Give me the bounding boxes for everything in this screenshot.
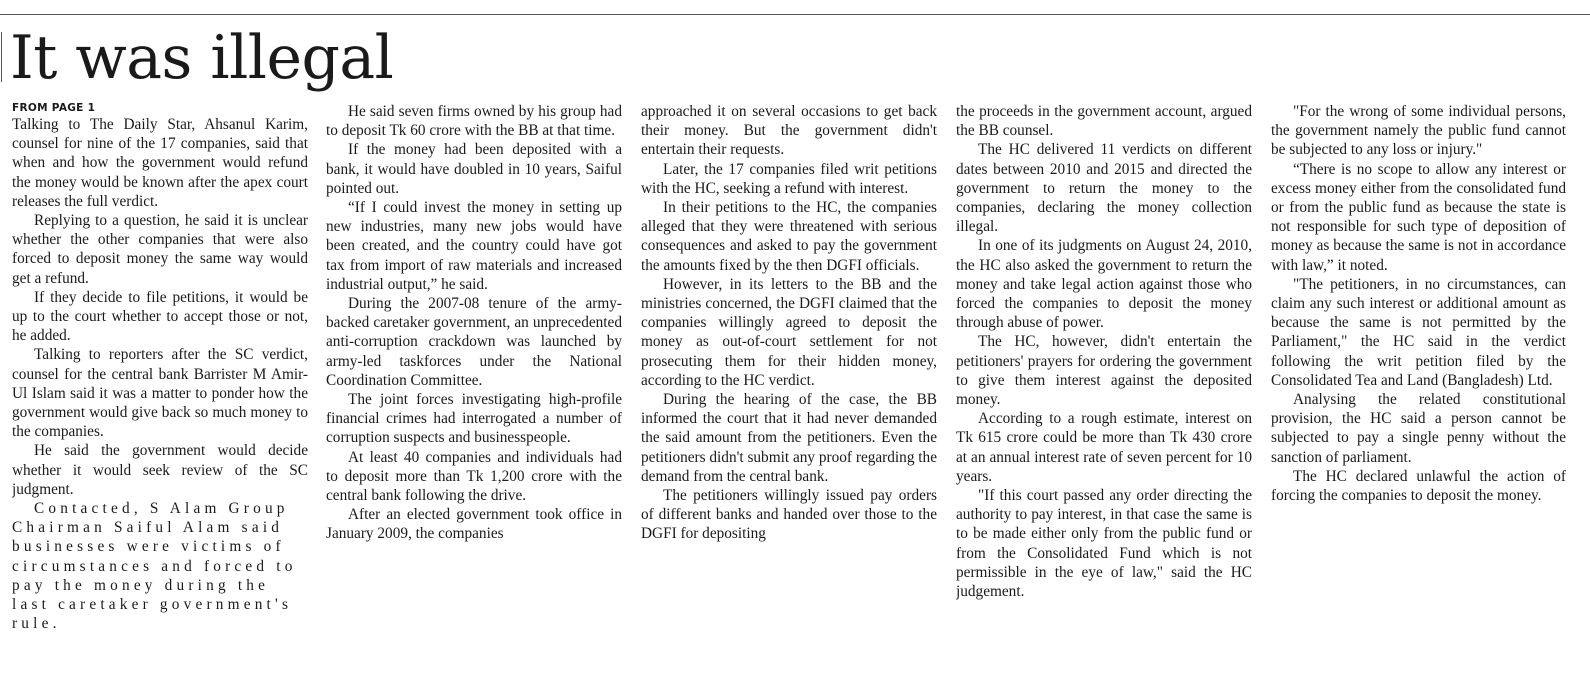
paragraph: "The petitioners, in no circumstances, can claim any such interest or additional amount as because the same is not permitted by the Parliament," the HC said in the verdict following the writ petition filed by the Consolidated Tea and Land (Bangladesh) Ltd. bbox=[1271, 275, 1566, 389]
paragraph: He said the government would decide whether it would seek review of the SC judgment. bbox=[12, 442, 308, 498]
paragraph: “If I could invest the money in setting up new industries, many new jobs would have been created, and the country could have got tax from import of raw materials and increased industrial output,” he said. bbox=[326, 199, 622, 293]
left-rule bbox=[1, 32, 2, 82]
article-column-5 bbox=[1271, 102, 1566, 676]
paragraph: If they decide to file petitions, it would be up to the court whether to accept those or not, he added. bbox=[12, 288, 308, 345]
paragraph: The joint forces investigating high-profile financial crimes had interrogated a number of corruption suspects and businesspeople. bbox=[326, 391, 622, 447]
article-column-4 bbox=[956, 102, 1252, 676]
paragraph: In one of its judgments on August 24, 2010, the HC also asked the government to return the money and take legal action against those who forced the companies to deposit the money through abuse of power. bbox=[956, 237, 1252, 332]
paragraph: The petitioners willingly issued pay orders of different banks and handed over those to the DGFI for depositing bbox=[641, 487, 937, 543]
top-rule bbox=[0, 14, 1590, 15]
paragraph: During the hearing of the case, the BB informed the court that it had never demanded the said amount from the petitioners. Even the petitioners didn't submit any proof regarding the demand from the central bank. bbox=[641, 391, 937, 485]
paragraph: Later, the 17 companies filed writ petitions with the HC, seeking a refund with interest. bbox=[641, 160, 937, 197]
paragraph: The HC delivered 11 verdicts on different dates between 2010 and 2015 and directed the government to return the money to the companies, declaring the money collection illegal. bbox=[956, 141, 1252, 236]
paragraph: Analysing the related constitutional provision, the HC said a person cannot be subjected to pay a single penny without the sanction of parliament. bbox=[1271, 391, 1566, 466]
paragraph: In their petitions to the HC, the companies alleged that they were threatened with serious consequences and asked to pay the government the amounts fixed by the then DGFI officials. bbox=[641, 199, 937, 274]
paragraph: Talking to The Daily Star, Ahsanul Karim, counsel for nine of the 17 companies, said that when and how the government would refund the money would be known after the apex court releases the full verdict. bbox=[12, 116, 308, 210]
paragraph: approached it on several occasions to get back their money. But the government didn't entertain their requests. bbox=[641, 103, 937, 159]
from-page-label: FROM PAGE 1 bbox=[12, 102, 96, 114]
paragraph: Replying to a question, he said it is unclear whether the other companies that were also forced to deposit money the same way would get a refund. bbox=[12, 212, 308, 287]
paragraph: If the money had been deposited with a bank, it would have doubled in 10 years, Saiful pointed out. bbox=[326, 141, 622, 197]
paragraph: During the 2007-08 tenure of the army-backed caretaker government, an unprecedented anti-corruption crackdown was launched by army-led taskforces under the National Coordination Committee. bbox=[326, 295, 622, 389]
paragraph: However, in its letters to the BB and the ministries concerned, the DGFI claimed that the companies willingly agreed to deposit the money as out-of-court settlement for not prosecuting them for their hidden money, according to the HC verdict. bbox=[641, 275, 937, 389]
article-column-3 bbox=[641, 102, 937, 676]
paragraph: According to a rough estimate, interest on Tk 615 crore could be more than Tk 430 crore at an annual interest rate of seven percent for 10 years. bbox=[956, 410, 1252, 485]
paragraph: He said seven firms owned by his group had to deposit Tk 60 crore with the BB at that time. bbox=[326, 103, 622, 140]
paragraph: Contacted, S Alam Group Chairman Saiful Alam said businesses were victims of circumstances and forced to pay the money during the last caretaker government's rule. bbox=[12, 500, 297, 633]
paragraph: "If this court passed any order directing the authority to pay interest, in that case the same is to be made either only from the public fund or from the Consolidated Fund which is not permissible in the eye of law," said the HC judgement. bbox=[956, 487, 1252, 601]
article-column-1 bbox=[12, 101, 308, 675]
paragraph: "For the wrong of some individual persons, the government namely the public fund cannot be subjected to any loss or injury." bbox=[1271, 103, 1566, 159]
paragraph: “There is no scope to allow any interest or excess money either from the consolidated fund or from the public fund as because the state is not responsible for such type of deposition of money as because the same is not in accordance with law,” it noted. bbox=[1271, 160, 1566, 274]
paragraph: Talking to reporters after the SC verdict, counsel for the central bank Barrister M Amir-Ul Islam said it was a matter to ponder how the government would give back so much money to the companies. bbox=[12, 346, 308, 441]
headline: It was illegal bbox=[10, 23, 394, 93]
paragraph: The HC, however, didn't entertain the petitioners' prayers for ordering the government to give them interest against the deposited money. bbox=[956, 333, 1252, 409]
paragraph: After an elected government took office in January 2009, the companies bbox=[326, 506, 622, 543]
paragraph: At least 40 companies and individuals had to deposit more than Tk 1,200 crore with the central bank following the drive. bbox=[326, 448, 622, 505]
article-column-2 bbox=[326, 102, 622, 676]
paragraph: the proceeds in the government account, argued the BB counsel. bbox=[956, 103, 1252, 140]
paragraph: The HC declared unlawful the action of forcing the companies to deposit the money. bbox=[1271, 467, 1566, 505]
